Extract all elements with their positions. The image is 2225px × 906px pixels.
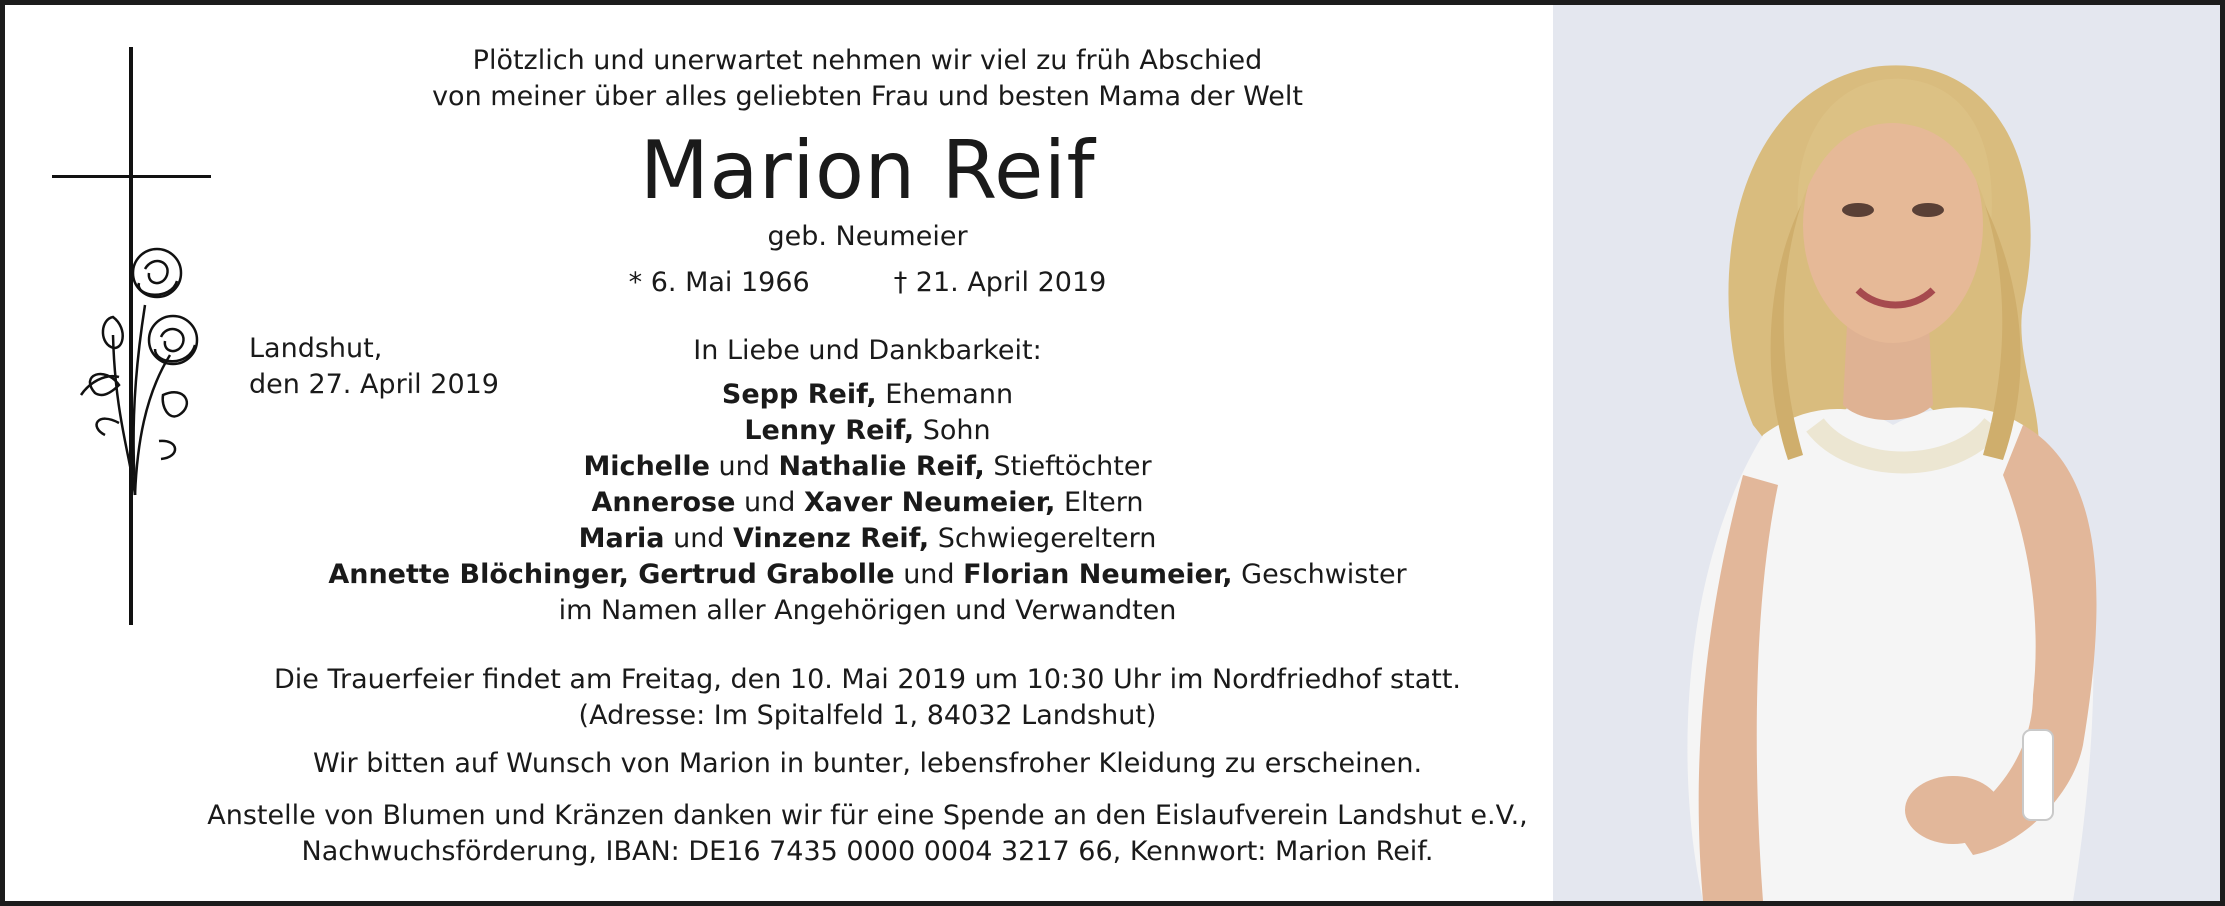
mourner-name: Sepp Reif, (721, 379, 877, 410)
dress-wish: Wir bitten auf Wunsch von Marion in bunter, lebensfroher Kleidung zu erscheinen. (312, 748, 1423, 779)
donation-info (5, 798, 1730, 870)
mourner-line (5, 377, 1730, 413)
love-line: In Liebe und Dankbarkeit: (693, 335, 1042, 366)
roses-icon (75, 245, 205, 505)
mourner-line (5, 449, 1730, 485)
service-line-1: Die Trauerfeier findet am Freitag, den 10. Mai 2019 um 10:30 Uhr im Nordfriedhof statt. (273, 664, 1461, 695)
birth-date: * 6. Mai 1966 (628, 267, 810, 298)
intro-line-2: von meiner über alles geliebten Frau und besten Mama der Welt (432, 81, 1303, 112)
mourner-name: Nathalie Reif, (778, 451, 985, 482)
mourner-relation: im Namen aller Angehörigen und Verwandten (558, 595, 1177, 626)
mourner-name: Florian Neumeier, (963, 559, 1233, 590)
funeral-service-info (5, 662, 1730, 734)
mourner-line (5, 557, 1730, 593)
portrait-photo (1553, 5, 2225, 901)
mourner-name: Maria (578, 523, 665, 554)
mourner-line (5, 413, 1730, 449)
service-line-2: (Adresse: Im Spitalfeld 1, 84032 Landshut) (578, 700, 1157, 731)
mourner-name: Michelle (583, 451, 710, 482)
intro-line-1: Plötzlich und unerwartet nehmen wir viel zu früh Abschied (472, 45, 1263, 76)
mourners-list (5, 377, 1730, 629)
donation-line-2: Nachwuchsförderung, IBAN: DE16 7435 0000 0004 3217 66, Kennwort: Marion Reif. (301, 836, 1434, 867)
mourner-relation: Schwiegereltern (929, 523, 1157, 554)
mourner-name: Annette Blöchinger, Gertrud Grabolle (328, 559, 895, 590)
mourner-line (5, 485, 1730, 521)
cross-arm (52, 175, 211, 178)
mourner-line (5, 593, 1730, 629)
mourner-relation: und (664, 523, 734, 554)
mourner-relation: und (735, 487, 804, 518)
mourner-line (5, 521, 1730, 557)
mourner-relation: und (709, 451, 779, 482)
mourner-relation: Stieftöchter (984, 451, 1152, 482)
deceased-name: Marion Reif (639, 124, 1096, 217)
birth-name: geb. Neumeier (767, 221, 968, 252)
mourner-relation: Ehemann (876, 379, 1014, 410)
mourner-name: Annerose (591, 487, 736, 518)
death-date: † 21. April 2019 (893, 267, 1107, 298)
text-area (5, 5, 1553, 901)
mourner-name: Xaver Neumeier, (803, 487, 1056, 518)
mourner-name: Lenny Reif, (744, 415, 915, 446)
portrait-illustration (1553, 5, 2225, 901)
mourner-relation: Eltern (1055, 487, 1144, 518)
place-line-2: den 27. April 2019 (249, 369, 499, 400)
intro-text (5, 43, 1730, 115)
mourner-relation: und (894, 559, 964, 590)
mourner-name: Vinzenz Reif, (733, 523, 930, 554)
life-dates (5, 265, 1730, 301)
mourner-relation: Sohn (914, 415, 991, 446)
donation-line-1: Anstelle von Blumen und Kränzen danken wir für eine Spende an den Eislaufverein Landshut e.V., (207, 800, 1528, 831)
mourner-relation: Geschwister (1232, 559, 1407, 590)
place-line-1: Landshut, (249, 333, 383, 364)
